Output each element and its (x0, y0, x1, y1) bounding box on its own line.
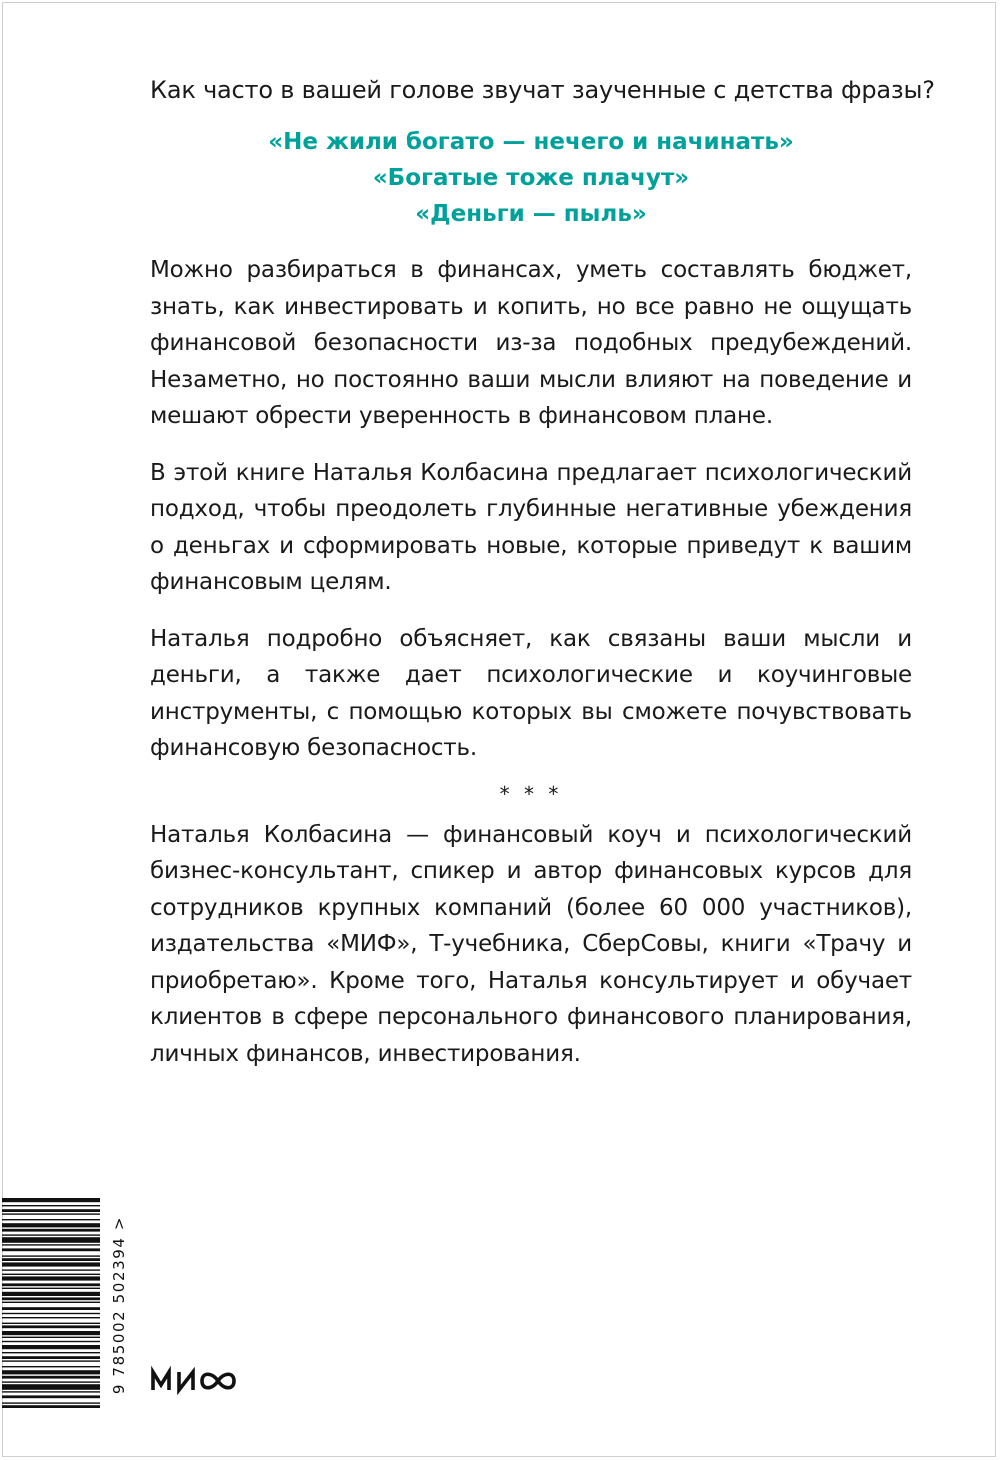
paragraph: Можно разбираться в финансах, уметь составлять бюджет, знать, как инвестировать и копить, но все равно не ощущать финансовой безопасности из-за подобных предубеждений. Незаметно, но постоянно ваши мысли влияют на поведение и мешают обрести уверенность в финансовом плане. (150, 257, 912, 429)
barcode-bar (2, 1384, 100, 1390)
barcode-bar (2, 1205, 100, 1206)
barcode-bar (2, 1213, 100, 1214)
barcode-bar (2, 1297, 100, 1300)
barcode-bar (2, 1352, 100, 1353)
quote: «Не жили богато — нечего и начинать» (268, 129, 794, 155)
barcode-bar (2, 1229, 100, 1232)
barcode-bar (2, 1209, 100, 1212)
back-cover-text (150, 72, 935, 1092)
barcode-bar (2, 1258, 100, 1261)
intro-question: Как часто в вашей голове звучат заученные с детства фразы? (150, 76, 935, 104)
barcode-bar (2, 1360, 100, 1361)
barcode-bar (2, 1269, 100, 1270)
barcode-bar (2, 1223, 100, 1227)
barcode-bar (2, 1323, 100, 1324)
paragraph: В этой книге Наталья Колбасина предлагает психологический подход, чтобы преодолеть глубинные негативные убеждения о деньгах и сформировать новые, которые приведут к вашим финансовым целям. (150, 459, 912, 595)
barcode-bar (2, 1283, 100, 1286)
barcode-bar (2, 1331, 100, 1335)
barcode-bar (2, 1337, 100, 1338)
quote: «Деньги — пыль» (415, 201, 647, 227)
barcode-bar (2, 1376, 100, 1379)
quote: «Богатые тоже плачут» (372, 165, 690, 191)
barcode-bar (2, 1255, 100, 1256)
barcode-bar (2, 1219, 100, 1220)
barcode-bar (2, 1262, 100, 1266)
barcode-bar (2, 1198, 100, 1202)
barcode-bar (2, 1317, 100, 1318)
barcode-bar (2, 1288, 100, 1289)
barcode-bar (2, 1234, 100, 1235)
barcode-bar (2, 1302, 100, 1303)
paragraph: Наталья подробно объясняет, как связаны ваши мысли и деньги, а также дает психологические и коучинговые инструменты, с помощью которых вы сможете почувствовать финансовую безопасность. (150, 625, 912, 761)
quotes-block (150, 124, 912, 232)
barcode-bar (2, 1244, 100, 1245)
barcode-bar (2, 1325, 100, 1328)
barcode-bar (2, 1248, 100, 1251)
barcode-bar (2, 1395, 100, 1398)
barcode-bar (2, 1313, 100, 1314)
barcode-bar (2, 1381, 100, 1382)
author-bio: Наталья Колбасина — финансовый коуч и психологический бизнес-консультант, спикер и автор финансовых курсов для сотрудников крупных компаний (более 60 000 участников), издательства «МИФ», Т-учебника, СберСовы, книги «Трачу и приобретаю». Кроме того, Наталья консультирует и обучает клиентов в сфере персонального финансового планирования, личных финансов, инвестирования. (150, 821, 912, 1067)
barcode-bar (2, 1391, 100, 1392)
isbn-number (110, 1196, 128, 1410)
barcode-bar (2, 1366, 100, 1367)
barcode-bar (2, 1237, 100, 1243)
barcode-bar (2, 1402, 100, 1403)
barcode-bar (2, 1276, 100, 1280)
barcode-bar (2, 1370, 100, 1374)
barcode-bar (2, 1345, 100, 1349)
barcode-bar (2, 1356, 100, 1359)
barcode-bar (2, 1307, 100, 1310)
barcode-bar (2, 1341, 100, 1342)
barcode-bar (2, 1274, 100, 1275)
isbn-text: 9 785002 502394 > (110, 1215, 128, 1395)
barcode (2, 1198, 100, 1408)
publisher-logo (150, 1363, 246, 1397)
barcode-bar (2, 1405, 100, 1408)
section-separator: * * * (499, 781, 563, 806)
barcode-bar (2, 1292, 100, 1296)
